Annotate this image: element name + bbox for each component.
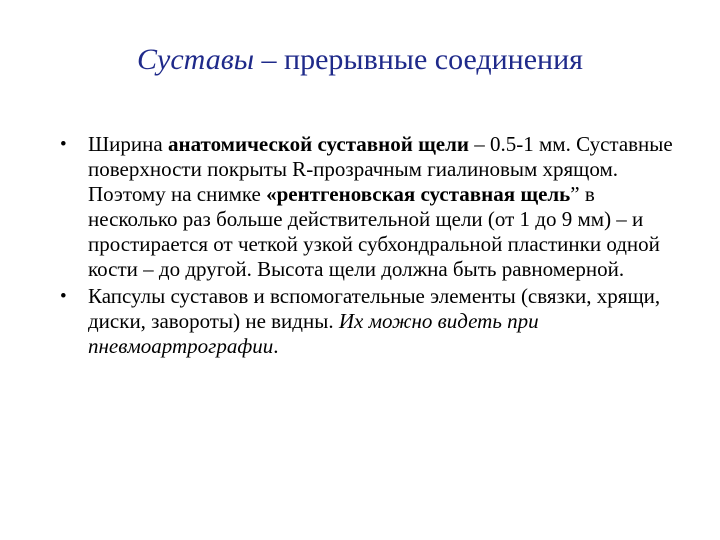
bullet-text: Ширина bbox=[88, 132, 168, 156]
bullet-item-capsules bbox=[60, 284, 680, 359]
bullet-text: Капсулы суставов и вспомогательные элементы (связки, хрящи, диски, завороты) не видны. bbox=[88, 284, 661, 333]
slide-title-rest: – прерывные соединения bbox=[254, 43, 583, 76]
bullet-item-joint-space bbox=[60, 132, 680, 282]
bullet-marker: • bbox=[60, 286, 67, 307]
slide-title bbox=[0, 40, 720, 80]
bullet-marker: • bbox=[60, 134, 67, 155]
bullet-bold-term: анатомической суставной щели bbox=[167, 132, 470, 156]
bullet-text: . bbox=[273, 334, 279, 358]
slide-title-italic: Суставы bbox=[137, 43, 255, 76]
bullet-italic-text: Их можно видеть при пневмоартрографии bbox=[88, 309, 539, 358]
bullet-text: ” в несколько раз больше действительной щели (от 1 до 9 мм) – и простирается от четкой узкой субхондральной пластинки одной кости – до другой. Высота щели должна быть равномерной. bbox=[88, 182, 660, 281]
bullet-list bbox=[60, 132, 680, 361]
bullet-bold-term: «рентгеновская суставная щель bbox=[266, 182, 571, 206]
bullet-text: – 0.5-1 мм. Суставные поверхности покрыты R-прозрачным гиалиновым хрящом. Поэтому на снимке bbox=[88, 132, 673, 206]
